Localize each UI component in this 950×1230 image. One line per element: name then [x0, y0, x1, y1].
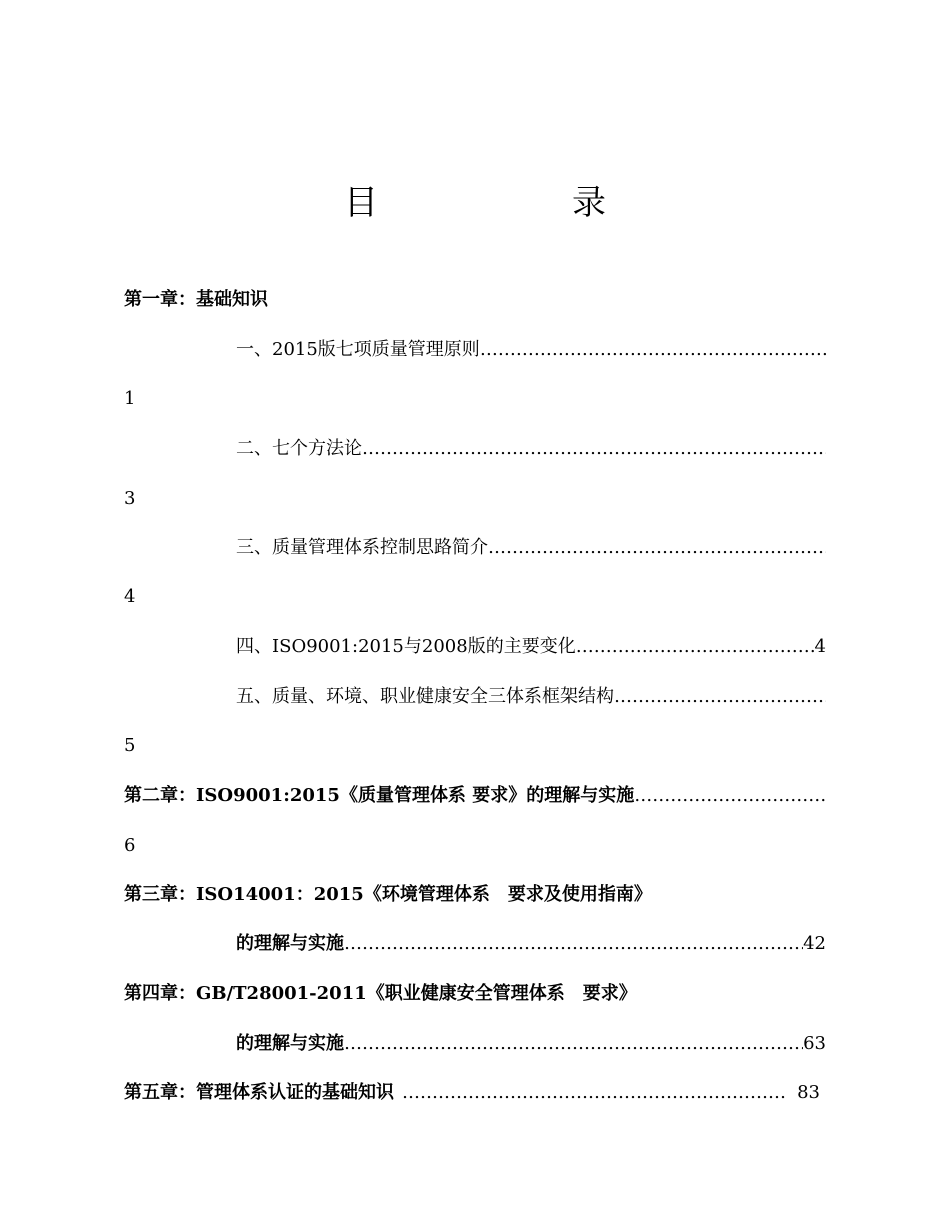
toc-leader [614, 682, 826, 712]
toc-leader [344, 1029, 803, 1059]
toc-leader [402, 1078, 787, 1108]
chapter-4-entry[interactable] [236, 1029, 826, 1059]
chapter-2-heading: 第二章：ISO9001:2015《质量管理体系 要求》的理解与实施 [124, 785, 635, 806]
toc-leader [344, 929, 803, 959]
toc-leader [488, 533, 826, 563]
chapter-5-heading: 第五章：管理体系认证的基础知识 [124, 1082, 394, 1103]
toc-entry-1-1[interactable] [236, 335, 826, 365]
toc-entry-1-2[interactable] [236, 434, 826, 464]
toc-entry-1-3[interactable] [236, 533, 826, 563]
toc-leader [576, 632, 815, 662]
toc-entry-text: 一、2015版七项质量管理原则 [236, 339, 480, 360]
page-title: 目 录 [344, 183, 686, 223]
chapter-3-heading[interactable]: 第三章：ISO14001：2015《环境管理体系 要求及使用指南》 [124, 884, 652, 905]
toc-entry-text: 四、ISO9001:2015与2008版的主要变化 [236, 636, 576, 657]
chapter-4-heading[interactable]: 第四章：GB/T28001-2011《职业健康安全管理体系 要求》 [124, 983, 637, 1004]
toc-entry-text: 三、质量管理体系控制思路简介 [236, 537, 488, 558]
chapter-3-continuation: 的理解与实施 [236, 933, 344, 954]
toc-entry-page: 4 [124, 586, 136, 607]
toc-entry-1-5[interactable] [236, 682, 826, 712]
toc-leader [362, 434, 826, 464]
toc-entry-text: 二、七个方法论 [236, 438, 362, 459]
chapter-3-entry[interactable] [236, 929, 826, 959]
toc-entry-1-4[interactable] [236, 632, 826, 662]
chapter-2-page: 6 [124, 835, 136, 856]
toc-leader [480, 335, 826, 365]
toc-entry-page: 3 [124, 488, 136, 509]
toc-entry-page: 5 [124, 735, 136, 756]
chapter-5-entry[interactable] [124, 1078, 820, 1108]
toc-entry-page: 4 [814, 636, 826, 657]
chapter-4-page: 63 [803, 1033, 826, 1054]
chapter-3-page: 42 [803, 933, 826, 954]
toc-entry-text: 五、质量、环境、职业健康安全三体系框架结构 [236, 686, 614, 707]
toc-leader [634, 781, 826, 811]
toc-entry-page: 1 [124, 388, 136, 409]
chapter-1-heading: 第一章：基础知识 [124, 289, 268, 310]
chapter-2-entry[interactable] [124, 781, 826, 811]
chapter-4-continuation: 的理解与实施 [236, 1033, 344, 1054]
chapter-5-page: 83 [797, 1082, 820, 1103]
